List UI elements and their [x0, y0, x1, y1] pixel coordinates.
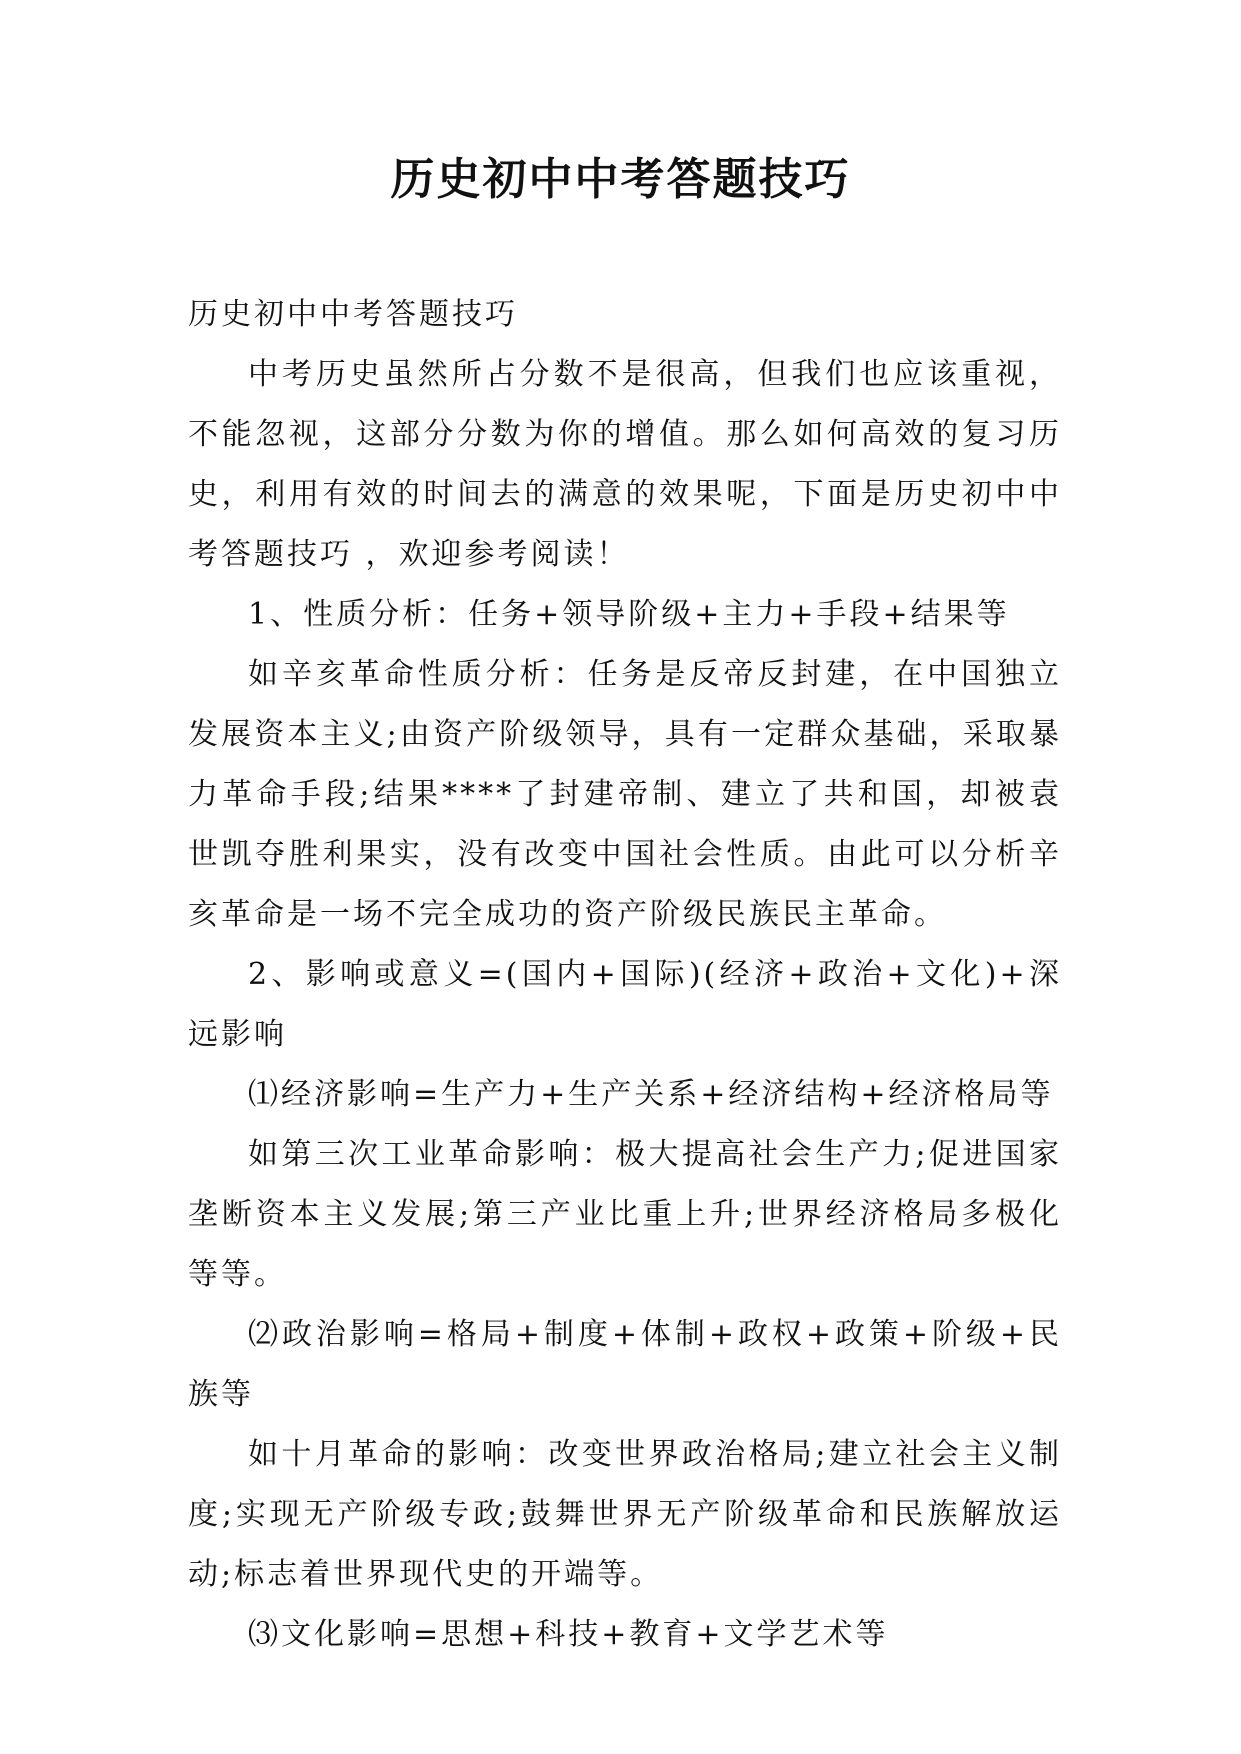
paragraph-subpoint-economic: ⑴经济影响=生产力+生产关系+经济结构+经济格局等 — [248, 1077, 1054, 1112]
paragraph-subpoint-cultural: ⑶文化影响=思想+科技+教育+文学艺术等 — [248, 1617, 889, 1652]
document-body — [188, 285, 1062, 1665]
paragraph-point-2: 2、影响或意义=(国内+国际)(经济+政治+文化)+深远影响 — [188, 957, 1062, 1052]
paragraph-example-political: 如十月革命的影响：改变世界政治格局;建立社会主义制度;实现无产阶级专政;鼓舞世界无产阶级革命和民族解放运动;标志着世界现代史的开端等。 — [188, 1437, 1062, 1592]
paragraph-intro: 中考历史虽然所占分数不是很高，但我们也应该重视，不能忽视，这部分分数为你的增值。那么如何高效的复习历史，利用有效的时间去的满意的效果呢，下面是历史初中中考答题技巧 ，欢迎参考阅读！ — [188, 357, 1062, 572]
paragraph-subpoint-political: ⑵政治影响=格局+制度+体制+政权+政策+阶级+民族等 — [188, 1317, 1062, 1412]
paragraph-example-1: 如辛亥革命性质分析：任务是反帝反封建，在中国独立发展资本主义;由资产阶级领导，具有一定群众基础，采取暴力革命手段;结果****了封建帝制、建立了共和国，却被袁世凯夺胜利果实，没有改变中国社会性质。由此可以分析辛亥革命是一场不完全成功的资产阶级民族民主革命。 — [188, 657, 1062, 932]
paragraph-point-1: 1、性质分析：任务+领导阶级+主力+手段+结果等 — [248, 597, 1010, 632]
paragraph-heading: 历史初中中考答题技巧 — [188, 297, 518, 332]
paragraph-example-economic: 如第三次工业革命影响：极大提高社会生产力;促进国家垄断资本主义发展;第三产业比重上升;世界经济格局多极化等等。 — [188, 1137, 1062, 1292]
document-title: 历史初中中考答题技巧 — [390, 154, 851, 205]
